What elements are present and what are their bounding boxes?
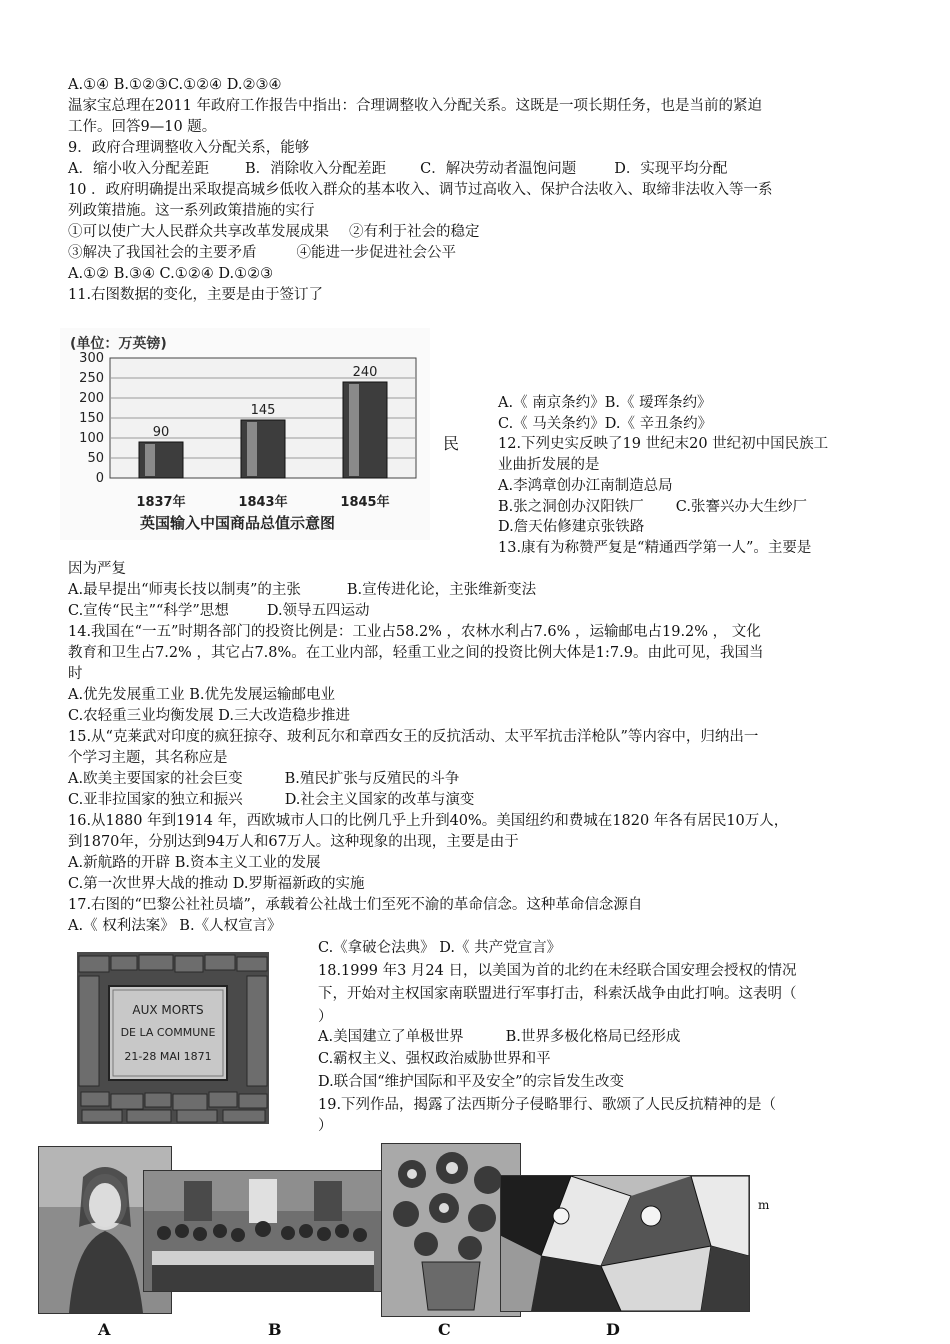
q9-option-a: A．缩小收入分配差距 — [68, 161, 209, 177]
passage-line-1: 温家宝总理在2011 年政府工作报告中指出：合理调整收入分配关系。这既是一项长期任务，也是当前的紧迫 — [68, 98, 763, 114]
q15-stem-1: 15.从“克莱武对印度的疯狂掠夺、玻利瓦尔和章西女王的反抗活动、太平军抗击洋枪队”等内容中，归纳出一 — [68, 729, 759, 745]
communards-wall-photo — [77, 952, 269, 1124]
q15-option-d: D.社会主义国家的改革与演变 — [284, 792, 475, 808]
q14-options-1: A.优先发展重工业 B.优先发展运输邮电业 — [68, 687, 335, 703]
q13-stem-1: 13.康有为称赞严复是“精通西学第一人”。主要是 — [498, 540, 812, 556]
q11-stem: 11.右图数据的变化，主要是由于签订了 — [68, 287, 324, 303]
q10-statements-2 — [68, 243, 456, 263]
statement-1: ①可以使广大人民群众共享改革发展成果 — [68, 224, 329, 240]
chart-bar-highlight — [349, 384, 359, 476]
q12-option-c: C.张謇兴办大生纱厂 — [675, 499, 807, 515]
q12-option-a: A.李鸿章创办江南制造总局 — [498, 478, 673, 494]
q18-option-a: A.美国建立了单极世界 — [318, 1029, 464, 1045]
q12-option-d: D.詹天佑修建京张铁路 — [498, 519, 645, 535]
q11-options-1: A.《 南京条约》B.《 瑷珲条约》 — [498, 395, 712, 411]
q15-option-b: B.殖民扩张与反殖民的斗争 — [284, 771, 460, 787]
q14-stem-1: 14.我国在“一五”时期各部门的投资比例是：工业占58.2% ，农林水利占7.6% ，运输邮电占19.2% ， 文化 — [68, 624, 761, 640]
q13-option-a: A.最早提出“师夷长技以制夷”的主张 — [68, 582, 301, 598]
x-tick-label: 1845年 — [340, 495, 390, 510]
y-tick-label: 150 — [79, 411, 104, 426]
q15-stem-2: 个学习主题，其名称应是 — [68, 750, 228, 766]
chart-bar-highlight — [247, 422, 257, 476]
wall-inscription-line: 21-28 MAI 1871 — [124, 1050, 212, 1063]
q14-stem-3: 时 — [68, 666, 83, 682]
q16-stem-1: 16.从1880 年到1914 年，西欧城市人口的比例几乎上升到40%。美国纽约和费城在1820 年各有居民10万人， — [68, 813, 789, 829]
statement-3: ③解决了我国社会的主要矛盾 — [68, 245, 257, 261]
q13-options-ab — [68, 580, 536, 600]
statement-4: ④能进一步促进社会公平 — [296, 245, 456, 261]
wall-inscription-line: DE LA COMMUNE — [120, 1026, 216, 1039]
q18-stem-3: ） — [318, 1009, 333, 1025]
artwork-label-d: D — [606, 1320, 620, 1339]
artwork-label-b: B — [268, 1320, 282, 1339]
bar-value-label: 240 — [352, 365, 378, 380]
statement-2: ②有利于社会的稳定 — [349, 224, 480, 240]
q18-option-b: B.世界多极化格局已经形成 — [505, 1029, 681, 1045]
q19-stem-2: ） — [318, 1118, 333, 1134]
q12-option-b: B.张之洞创办汉阳铁厂 — [498, 499, 644, 515]
y-tick-label: 300 — [79, 351, 104, 366]
q17-stem: 17.右图的“巴黎公社社员墙”，承载着公社战士们至死不渝的革命信念。这种革命信念源自 — [68, 897, 643, 913]
chart-unit-label: (单位：万英镑) — [70, 336, 167, 352]
q13-option-b: B.宣传进化论，主张维新变法 — [346, 582, 537, 598]
y-tick-label: 50 — [87, 451, 104, 466]
q9-options — [68, 159, 727, 179]
q18-options-ab — [318, 1027, 680, 1047]
q15-options-ab — [68, 769, 459, 789]
passage-line-2: 工作。回答9—10 题。 — [68, 119, 217, 135]
q16-options-2: C.第一次世界大战的推动 D.罗斯福新政的实施 — [68, 876, 365, 892]
q12-options-bc — [498, 497, 807, 517]
q11-options-2: C.《 马关条约》D.《 辛丑条约》 — [498, 416, 713, 432]
q9-option-d: D．实现平均分配 — [614, 161, 728, 177]
q10-stem-2: 列政策措施。这一系列政策措施的实行 — [68, 203, 315, 219]
q10-stem-1: 10 ．政府明确提出采取提高城乡低收入群众的基本收入、调节过高收入、保护合法收入、取缔非法收入等一系 — [68, 182, 773, 198]
q18-option-c: C.霸权主义、强权政治威胁世界和平 — [318, 1051, 551, 1067]
bar-value-label: 90 — [152, 425, 170, 440]
q13-stem-2: 因为严复 — [68, 561, 126, 577]
q16-options-1: A.新航路的开辟 B.资本主义工业的发展 — [68, 855, 321, 871]
q9-option-c: C．解决劳动者温饱问题 — [420, 161, 577, 177]
q12-stem-2: 业曲折发展的是 — [498, 457, 600, 473]
stray-character: 民 — [443, 434, 460, 453]
chart-bar-highlight — [145, 444, 155, 476]
x-tick-label: 1843年 — [238, 495, 288, 510]
y-tick-label: 200 — [79, 391, 104, 406]
q10-options: A.①② B.③④ C.①②④ D.①②③ — [68, 266, 274, 282]
trade-bar-chart — [60, 328, 430, 540]
q13-options-cd — [68, 601, 370, 621]
q15-option-a: A.欧美主要国家的社会巨变 — [68, 771, 243, 787]
q10-statements-1 — [68, 222, 480, 242]
q17-options-ab: A.《 权利法案》 B.《人权宣言》 — [68, 918, 282, 934]
q18-option-d: D.联合国“维护国际和平及安全”的宗旨发生改变 — [318, 1074, 625, 1090]
q14-options-2: C.农轻重三业均衡发展 D.三大改造稳步推进 — [68, 708, 351, 724]
q18-stem-1: 18.1999 年3 月24 日，以美国为首的北约在未经联合国安理会授权的情况 — [318, 963, 797, 979]
y-tick-label: 100 — [79, 431, 104, 446]
q13-option-d: D.领导五四运动 — [266, 603, 370, 619]
y-tick-label: 0 — [95, 471, 104, 486]
q14-stem-2: 教育和卫生占7.2% ，其它占7.8%。在工业内部，轻重工业之间的投资比例大体是1:7.9。由此可见，我国当 — [68, 645, 764, 661]
q12-stem-1: 12.下列史实反映了19 世纪末20 世纪初中国民族工 — [498, 436, 829, 452]
q9-stem: 9．政府合理调整收入分配关系，能够 — [68, 140, 310, 156]
q17-options-cd: C.《拿破仑法典》 D.《 共产党宣言》 — [318, 940, 562, 956]
x-tick-label: 1837年 — [136, 495, 186, 510]
q19-stem-1: 19.下列作品，揭露了法西斯分子侵略罪行、歌颂了人民反抗精神的是（ — [318, 1097, 777, 1113]
y-tick-label: 250 — [79, 371, 104, 386]
q8-options: A.①④ B.①②③C.①②④ D.②③④ — [68, 77, 282, 93]
q15-options-cd — [68, 790, 474, 810]
artwork-label-a: A — [98, 1320, 111, 1339]
artwork-label-c: C — [438, 1320, 451, 1339]
chart-caption: 英国输入中国商品总值示意图 — [140, 514, 336, 532]
q15-option-c: C.亚非拉国家的独立和振兴 — [68, 792, 243, 808]
q9-option-b: B．消除收入分配差距 — [244, 161, 387, 177]
q18-stem-2: 下，开始对主权国家南联盟进行军事打击，科索沃战争由此打响。这表明（ — [318, 986, 797, 1002]
q16-stem-2: 到1870年，分别达到94万人和67万人。这种现象的出现，主要是由于 — [68, 834, 519, 850]
bar-value-label: 145 — [250, 403, 276, 418]
wall-inscription-line: AUX MORTS — [132, 1003, 204, 1017]
q13-option-c: C.宣传“民主”“科学”思想 — [68, 603, 229, 619]
artwork-last-supper — [143, 1170, 383, 1292]
stone-wall-drawing — [77, 952, 269, 1124]
stray-text-fragment: m — [758, 1198, 770, 1212]
artwork-guernica — [500, 1175, 750, 1312]
